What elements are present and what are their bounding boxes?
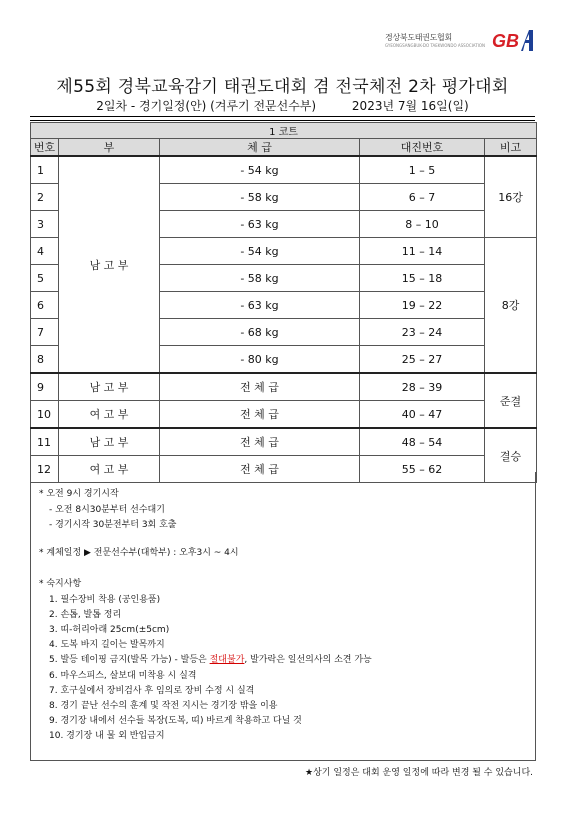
cell-remark-semifinal: 준결	[485, 373, 537, 428]
court-label: 1 코트	[31, 123, 537, 139]
cell-number: 10	[31, 401, 59, 429]
table-header-row	[31, 139, 537, 157]
table-row	[31, 156, 537, 184]
cell-weight: - 63 kg	[160, 211, 360, 238]
cell-weight: - 63 kg	[160, 292, 360, 319]
rule-item: 4. 도복 바지 길이는 발목까지	[49, 640, 165, 650]
cell-number: 3	[31, 211, 59, 238]
rule-item: 8. 경기 끝난 선수의 훈계 및 작전 지시는 경기장 밖을 이용	[49, 701, 278, 711]
header-number: 번호	[31, 139, 59, 157]
cell-bracket: 6 – 7	[360, 184, 485, 211]
cell-number: 4	[31, 238, 59, 265]
rule-item: 1. 필수장비 착용 (공인용품)	[49, 595, 161, 605]
note-start-time: * 오전 9시 경기시작	[39, 489, 119, 499]
cell-bracket: 1 – 5	[360, 156, 485, 184]
header-division: 부	[59, 139, 160, 157]
cell-bracket: 23 – 24	[360, 319, 485, 346]
cell-number: 5	[31, 265, 59, 292]
cell-remark-round16: 16강	[485, 156, 537, 238]
cell-bracket: 28 – 39	[360, 373, 485, 401]
cell-division: 여 고 부	[59, 456, 160, 483]
cell-number: 1	[31, 156, 59, 184]
cell-division: 여 고 부	[59, 401, 160, 429]
cell-bracket: 15 – 18	[360, 265, 485, 292]
rule-item-taping	[49, 652, 372, 665]
rule5-part-a: 5. 발등 테이핑 금지(발목 가능) - 발등은	[49, 655, 210, 665]
rule-item: 2. 손톱, 발톱 정리	[49, 610, 122, 620]
court-row	[31, 123, 537, 139]
rule-item: 9. 경기장 내에서 선수들 복장(도복, 띠) 바르게 착용하고 다닐 것	[49, 716, 302, 726]
association-logo	[385, 25, 535, 55]
cell-number: 12	[31, 456, 59, 483]
cell-bracket: 48 – 54	[360, 428, 485, 456]
rule5-part-b: , 발가락은 일선의사의 소견 가능	[244, 655, 372, 665]
note-athlete-standby: - 오전 8시30분부터 선수대기	[49, 505, 165, 515]
cell-weight: 전 체 급	[160, 428, 360, 456]
header-weight: 체 급	[160, 139, 360, 157]
rule5-emphasis: 절대불가	[209, 655, 245, 665]
rule-item: 3. 띠-허리아래 25cm(±5cm)	[49, 625, 170, 635]
logo-text-block	[385, 32, 485, 48]
cell-remark-final: 결승	[485, 428, 537, 483]
rule-item: 7. 호구실에서 장비검사 후 임의로 장비 수정 시 실격	[49, 686, 255, 696]
cell-weight: - 80 kg	[160, 346, 360, 374]
cell-weight: - 68 kg	[160, 319, 360, 346]
title-divider	[30, 116, 535, 121]
logo-mark-icon	[491, 27, 535, 53]
subtitle-schedule: 2일차 - 경기일정(안) (겨루기 전문선수부)	[96, 99, 317, 113]
table-row	[31, 401, 537, 429]
cell-weight: 전 체 급	[160, 456, 360, 483]
cell-weight: 전 체 급	[160, 401, 360, 429]
note-call-schedule: - 경기시작 30분전부터 3회 호출	[49, 520, 177, 530]
page-title: 제55회 경북교육감기 태권도대회 겸 전국체전 2차 평가대회	[56, 77, 509, 97]
cell-bracket: 40 – 47	[360, 401, 485, 429]
cell-division: 남 고 부	[59, 428, 160, 456]
subtitle-date: 2023년 7월 16일(일)	[351, 99, 469, 113]
cell-number: 8	[31, 346, 59, 374]
cell-weight: - 54 kg	[160, 156, 360, 184]
page-subtitle	[30, 97, 535, 113]
rules-title: * 숙지사항	[39, 579, 82, 589]
logo-org-name: 경상북도태권도협회	[385, 33, 452, 42]
schedule-table	[30, 122, 537, 483]
logo-org-sub: GYEONGSANGBUK-DO TAEKWONDO ASSOCIATION	[385, 43, 485, 48]
cell-number: 9	[31, 373, 59, 401]
cell-bracket: 8 – 10	[360, 211, 485, 238]
note-weigh-in: * 계체일정 ▶ 전문선수부(대학부) : 오후3시 ~ 4시	[39, 548, 239, 558]
cell-bracket: 25 – 27	[360, 346, 485, 374]
cell-bracket: 19 – 22	[360, 292, 485, 319]
cell-weight: - 58 kg	[160, 265, 360, 292]
cell-number: 7	[31, 319, 59, 346]
table-row	[31, 428, 537, 456]
footer-notice: ★상기 일정은 대회 운영 일정에 따라 변경 될 수 있습니다.	[305, 768, 533, 778]
cell-weight: 전 체 급	[160, 373, 360, 401]
cell-number: 11	[31, 428, 59, 456]
header-remarks: 비고	[485, 139, 537, 157]
logo-mark-text: GB	[492, 31, 519, 51]
cell-bracket: 11 – 14	[360, 238, 485, 265]
cell-bracket: 55 – 62	[360, 456, 485, 483]
rule-item: 6. 마우스피스, 살보대 미착용 시 실격	[49, 671, 197, 681]
cell-remark-quarterfinal: 8강	[485, 238, 537, 374]
rule-item: 10. 경기장 내 물 외 반입금지	[49, 731, 165, 741]
header-bracket: 대진번호	[360, 139, 485, 157]
cell-number: 2	[31, 184, 59, 211]
table-row	[31, 373, 537, 401]
cell-weight: - 54 kg	[160, 238, 360, 265]
cell-weight: - 58 kg	[160, 184, 360, 211]
notes-box	[30, 472, 536, 761]
cell-division-merged: 남 고 부	[59, 156, 160, 373]
cell-number: 6	[31, 292, 59, 319]
cell-division: 남 고 부	[59, 373, 160, 401]
